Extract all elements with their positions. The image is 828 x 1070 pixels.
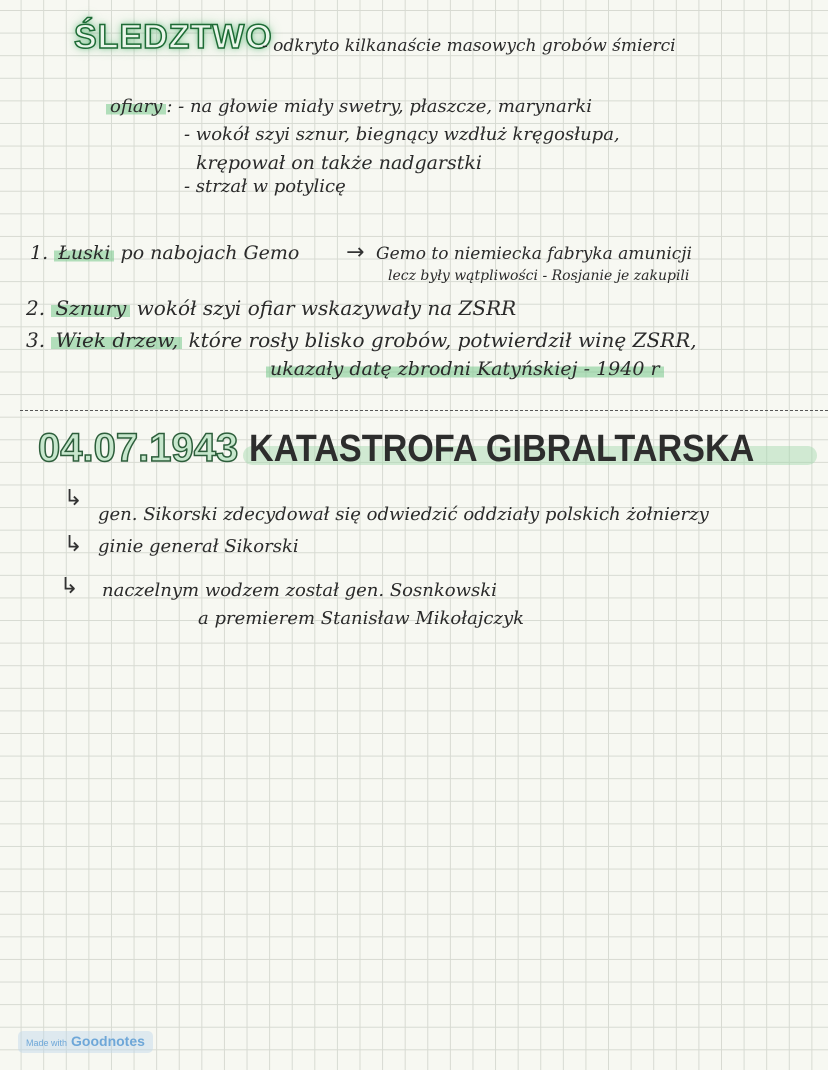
section-title-sledztwo: ŚLEDZTWO [74, 18, 273, 56]
goodnotes-brand: Goodnotes [71, 1033, 145, 1049]
section-subtitle: - odkryto kilkanaście masowych grobów śmierci [262, 36, 676, 56]
item-number: 3. [26, 328, 46, 352]
evidence-item-2 [26, 296, 516, 320]
bullet-arrow-icon: ↳ [60, 574, 79, 599]
evidence-item-1 [30, 242, 299, 264]
section2-date: 04.07.1943 [38, 426, 239, 470]
made-with-label: Made with [26, 1038, 68, 1048]
item-text: wokół szyi ofiar wskazywały na ZSRR [136, 296, 517, 320]
victims-line-3: krępował on także nadgarstki [196, 152, 482, 174]
goodnotes-badge [18, 1031, 153, 1053]
item-3-highlight-line-2: ukazały datę zbrodni Katyńskiej - 1940 r [266, 358, 664, 380]
victims-line-4: - strzał w potylicę [184, 176, 346, 197]
item-1-note-line-2: lecz były wątpliwości - Rosjanie je zakupili [388, 268, 690, 284]
bullet-3-line-2: a premierem Stanisław Mikołajczyk [198, 608, 525, 629]
bullet-1: gen. Sikorski zdecydował się odwiedzić oddziały polskich żołnierzy [98, 504, 709, 525]
victims-line-2: - wokół szyi sznur, biegnący wzdłuż kręgosłupa, [184, 124, 620, 145]
evidence-item-3 [26, 328, 697, 352]
section2-title: KATASTROFA GIBRALTARSKA [249, 428, 755, 470]
bullet-2: ginie generał Sikorski [98, 536, 299, 557]
victims-label: ofiary [106, 96, 166, 117]
section-divider [20, 410, 828, 411]
item-text: po nabojach Gemo [120, 242, 300, 264]
item-highlight: Łuski [54, 242, 114, 264]
right-arrow-icon: → [346, 240, 365, 265]
item-number: 1. [30, 242, 49, 264]
victims-line-1-text: : - na głowie miały swetry, płaszcze, marynarki [166, 96, 593, 117]
bullet-3: naczelnym wodzem został gen. Sosnkowski [102, 580, 497, 601]
item-text: które rosły blisko grobów, potwierdził winę ZSRR, [188, 328, 697, 352]
item-highlight: Wiek drzew, [51, 328, 182, 352]
bullet-arrow-icon: ↳ [64, 486, 83, 511]
evidence-item-3-line-2 [266, 358, 664, 380]
victims-line-1 [106, 96, 592, 117]
item-highlight: Sznury [51, 296, 130, 320]
bullet-arrow-icon: ↳ [64, 532, 83, 557]
section2-heading [38, 426, 817, 471]
item-1-note-line-1: Gemo to niemiecka fabryka amunicji [376, 244, 692, 264]
item-number: 2. [26, 296, 46, 320]
